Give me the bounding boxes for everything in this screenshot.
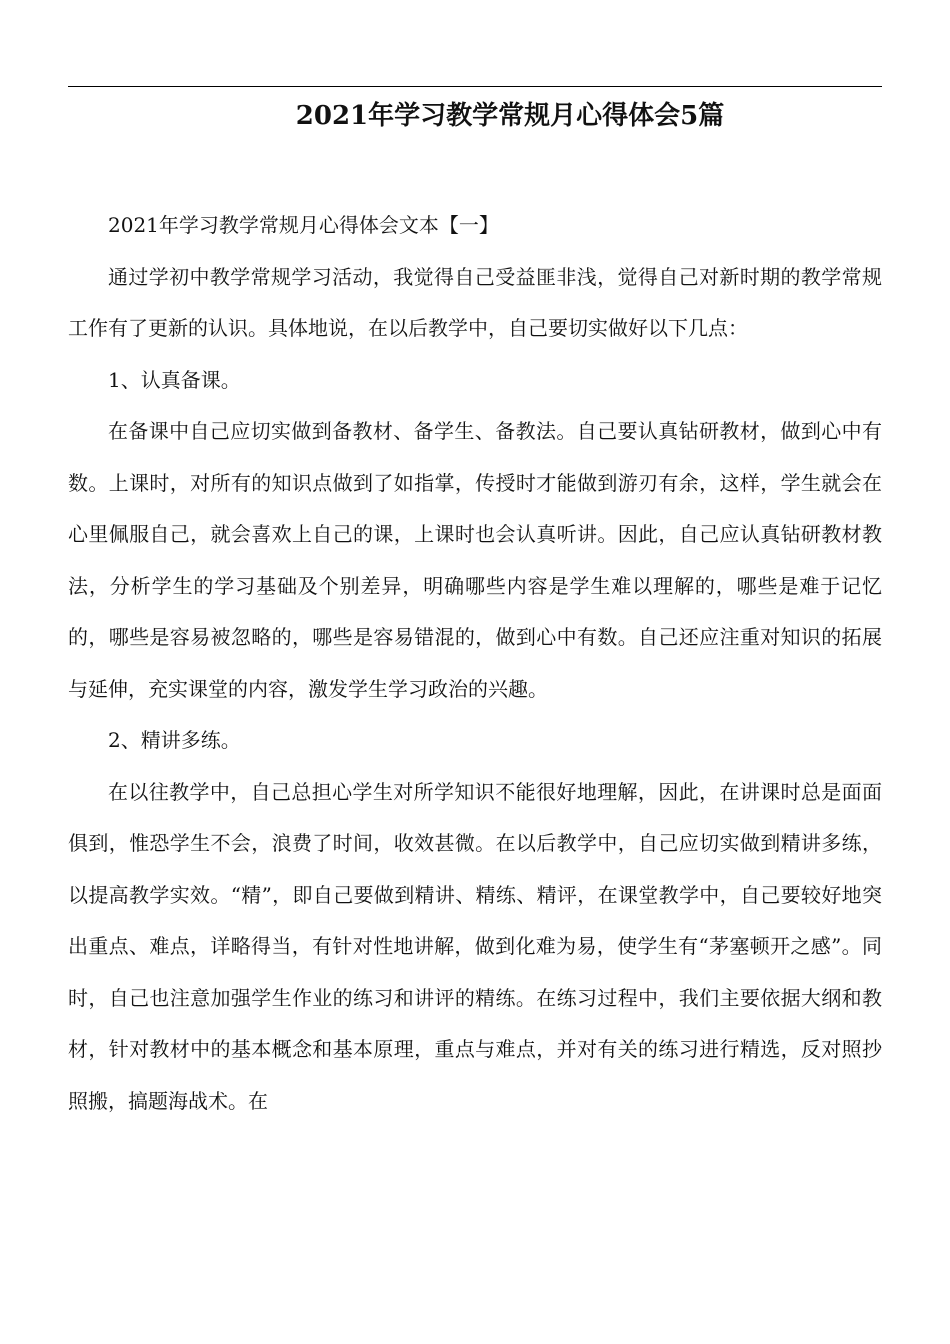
document-title: 2021年学习教学常规月心得体会5篇	[295, 101, 725, 131]
document-body	[68, 200, 882, 1127]
list-heading: 1、认真备课。	[108, 367, 241, 392]
paragraph: 在以往教学中，自己总担心学生对所学知识不能很好地理解，因此，在讲课时总是面面俱到，惟恐学生不会，浪费了时间，收效甚微。在以后教学中，自己应切实做到精讲多练，以提高教学实效。“精”，即自己要做到精讲、精练、精评，在课堂教学中，自己要较好地突出重点、难点，详略得当，有针对性地讲解，做到化难为易，使学生有“茅塞顿开之感”。同时，自己也注意加强学生作业的练习和讲评的精练。在练习过程中，我们主要依据大纲和教材，针对教材中的基本概念和基本原理，重点与难点，并对有关的练习进行精选，反对照抄照搬，搞题海战术。在	[68, 779, 882, 1113]
paragraph: 在备课中自己应切实做到备教材、备学生、备教法。自己要认真钻研教材，做到心中有数。上课时，对所有的知识点做到了如指掌，传授时才能做到游刃有余，这样，学生就会在心里佩服自己，就会喜欢上自己的课，上课时也会认真听讲。因此，自己应认真钻研教材教法，分析学生的学习基础及个别差异，明确哪些内容是学生难以理解的，哪些是难于记忆的，哪些是容易被忽略的，哪些是容易错混的，做到心中有数。自己还应注重对知识的拓展与延伸，充实课堂的内容，激发学生学习政治的兴趣。	[68, 419, 882, 701]
section-heading: 2021年学习教学常规月心得体会文本【一】	[108, 213, 499, 237]
paragraph: 通过学初中教学常规学习活动，我觉得自己受益匪非浅，觉得自己对新时期的教学常规工作有了更新的认识。具体地说，在以后教学中，自己要切实做好以下几点：	[68, 264, 882, 340]
header-rule	[68, 86, 882, 87]
list-heading: 2、精讲多练。	[108, 728, 241, 752]
